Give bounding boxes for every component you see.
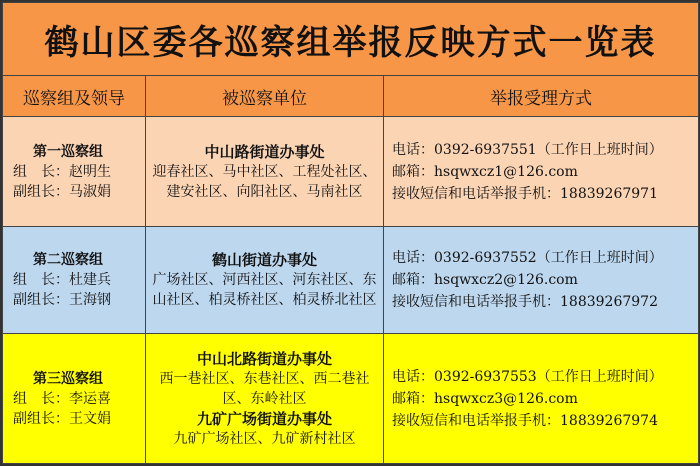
units-cell	[146, 117, 384, 226]
office-name-2: 九矿广场街道办事处	[196, 409, 332, 428]
contact-phone: 电话：0392-6937551（工作日上班时间）	[392, 141, 663, 158]
group-deputy: 副组长：王文娟	[13, 410, 111, 427]
group-leader-cell	[3, 334, 146, 464]
column-header-contact: 举报受理方式	[384, 76, 699, 117]
contact-phone: 电话：0392-6937553（工作日上班时间）	[392, 368, 663, 385]
contact-sms: 接收短信和电话举报手机：18839267972	[392, 294, 658, 311]
contact-cell	[384, 117, 699, 226]
office-name: 中山北路街道办事处	[196, 349, 332, 368]
table-row	[3, 117, 699, 226]
group-deputy: 副组长：王海钢	[13, 292, 111, 309]
contact-sms: 接收短信和电话举报手机：18839267971	[392, 185, 658, 202]
community-list: 西一巷社区、东巷社区、西二巷社区、东岭社区	[159, 370, 370, 407]
report-table	[2, 2, 699, 464]
group-leader-cell	[3, 117, 146, 226]
group-leader: 组 长：杜建兵	[13, 272, 111, 289]
group-leader: 组 长：赵明生	[13, 163, 111, 180]
contact-cell	[384, 226, 699, 333]
table-row	[3, 226, 699, 333]
units-cell	[146, 226, 384, 333]
page-title: 鹤山区委各巡察组举报反映方式一览表	[3, 3, 699, 76]
group-name: 第二巡察组	[33, 252, 103, 269]
community-list-2: 九矿广场社区、九矿新村社区	[173, 430, 356, 447]
units-cell	[146, 334, 384, 464]
column-header-group: 巡察组及领导	[3, 76, 146, 117]
column-header-units: 被巡察单位	[146, 76, 384, 117]
contact-cell	[384, 334, 699, 464]
group-name: 第一巡察组	[33, 143, 103, 160]
contact-sms: 接收短信和电话举报手机：18839267974	[392, 412, 658, 429]
contact-email[interactable]: 邮箱：hsqwxcz1@126.com	[392, 163, 578, 180]
group-deputy: 副组长：马淑娟	[13, 183, 111, 200]
table-row	[3, 334, 699, 464]
contact-email[interactable]: 邮箱：hsqwxcz3@126.com	[392, 390, 578, 407]
group-leader-cell	[3, 226, 146, 333]
community-list: 广场社区、河西社区、河东社区、东山社区、柏灵桥社区、柏灵桥北社区	[152, 272, 377, 309]
community-list: 迎春社区、马中社区、工程处社区、建安社区、向阳社区、马南社区	[152, 163, 377, 200]
contact-email[interactable]: 邮箱：hsqwxcz2@126.com	[392, 272, 578, 289]
office-name: 鹤山街道办事处	[211, 251, 317, 270]
office-name: 中山路街道办事处	[204, 142, 325, 161]
group-name: 第三巡察组	[33, 370, 103, 387]
group-leader: 组 长：李运喜	[13, 390, 111, 407]
contact-phone: 电话：0392-6937552（工作日上班时间）	[392, 250, 663, 267]
